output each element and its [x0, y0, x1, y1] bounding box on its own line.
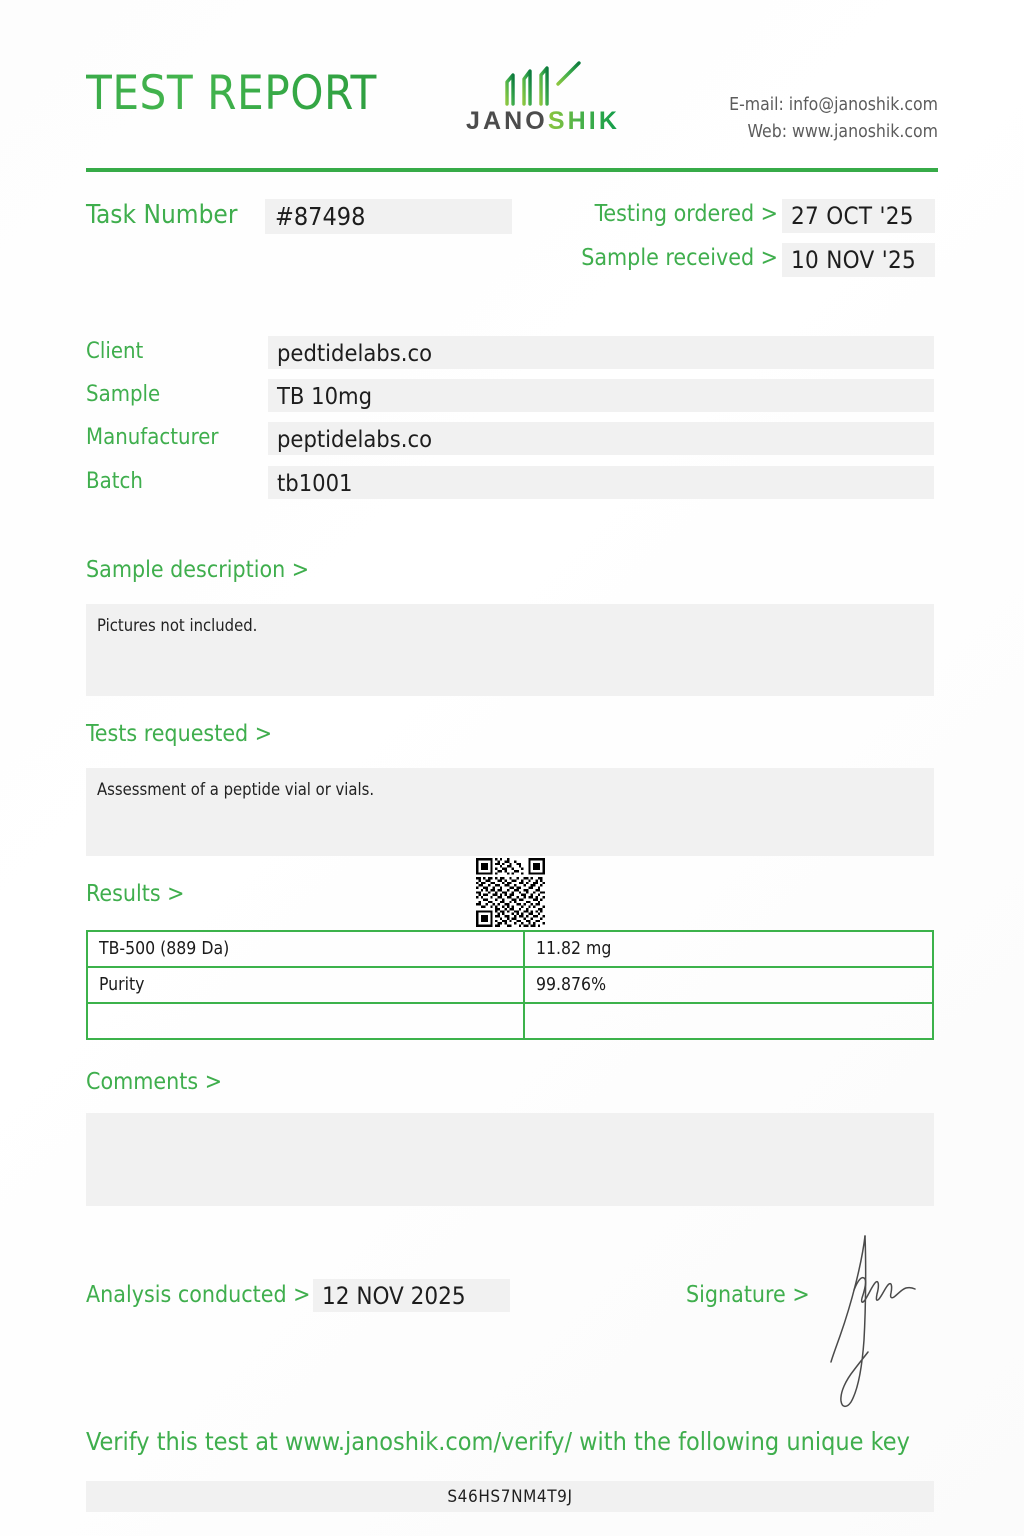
table-row: [87, 1003, 933, 1039]
sample-label: Sample: [86, 382, 161, 407]
sample-description-heading: Sample description >: [86, 557, 310, 583]
report-header: [86, 60, 938, 160]
results-heading: Results >: [86, 881, 185, 907]
header-divider: [86, 168, 938, 172]
batch-label: Batch: [86, 469, 143, 494]
logo-text-dark: JANO: [466, 107, 548, 135]
contact-info: [729, 92, 938, 146]
results-table: [86, 930, 934, 1040]
batch-row: [86, 466, 934, 499]
sample-received-value: 10 NOV '25: [782, 243, 935, 277]
table-row: [87, 967, 933, 1003]
chart-arrow-logo-icon: [497, 60, 589, 106]
manufacturer-label: Manufacturer: [86, 425, 219, 450]
result-name: TB-500 (889 Da): [87, 931, 524, 967]
comments-heading: Comments >: [86, 1069, 223, 1095]
signature-image: [818, 1232, 928, 1412]
sample-received-label: Sample received >: [581, 245, 778, 271]
verify-instruction: Verify this test at www.janoshik.com/verify/ with the following unique key: [86, 1427, 910, 1456]
tests-requested-heading: Tests requested >: [86, 721, 273, 747]
logo-text-green: SHIK: [547, 107, 620, 135]
sample-description-text: Pictures not included.: [97, 616, 258, 635]
testing-ordered-label: Testing ordered >: [594, 201, 778, 227]
verification-qr-code: [476, 858, 545, 927]
sample-value: TB 10mg: [268, 379, 934, 412]
testing-ordered-value: 27 OCT '25: [782, 199, 935, 233]
task-number-value: #87498: [265, 199, 512, 234]
client-value: pedtidelabs.co: [268, 336, 934, 369]
tests-requested-text: Assessment of a peptide vial or vials.: [97, 780, 375, 799]
web-line: Web: www.janoshik.com: [747, 122, 938, 143]
janoshik-logo: [438, 60, 648, 156]
manufacturer-row: [86, 422, 934, 455]
result-name: [87, 1003, 524, 1039]
comments-box: [86, 1113, 934, 1206]
client-row: [86, 336, 934, 369]
table-row: [87, 931, 933, 967]
tests-requested-box: [86, 768, 934, 856]
page-title: TEST REPORT: [86, 66, 377, 121]
result-name: Purity: [87, 967, 524, 1003]
analysis-conducted-label: Analysis conducted >: [86, 1282, 311, 1308]
sample-description-box: [86, 604, 934, 696]
analysis-conducted-value: 12 NOV 2025: [313, 1279, 510, 1312]
signature-label: Signature >: [686, 1282, 810, 1308]
task-number-label: Task Number: [86, 200, 238, 230]
client-label: Client: [86, 339, 144, 364]
logo-wordmark: [438, 109, 648, 134]
result-value: 99.876%: [524, 967, 933, 1003]
unique-key-value: S46HS7NM4T9J: [86, 1481, 934, 1512]
email-line: E-mail: info@janoshik.com: [729, 95, 938, 115]
result-value: [524, 1003, 933, 1039]
batch-value: tb1001: [268, 466, 934, 499]
sample-row: [86, 379, 934, 412]
result-value: 11.82 mg: [524, 931, 933, 967]
manufacturer-value: peptidelabs.co: [268, 422, 934, 455]
